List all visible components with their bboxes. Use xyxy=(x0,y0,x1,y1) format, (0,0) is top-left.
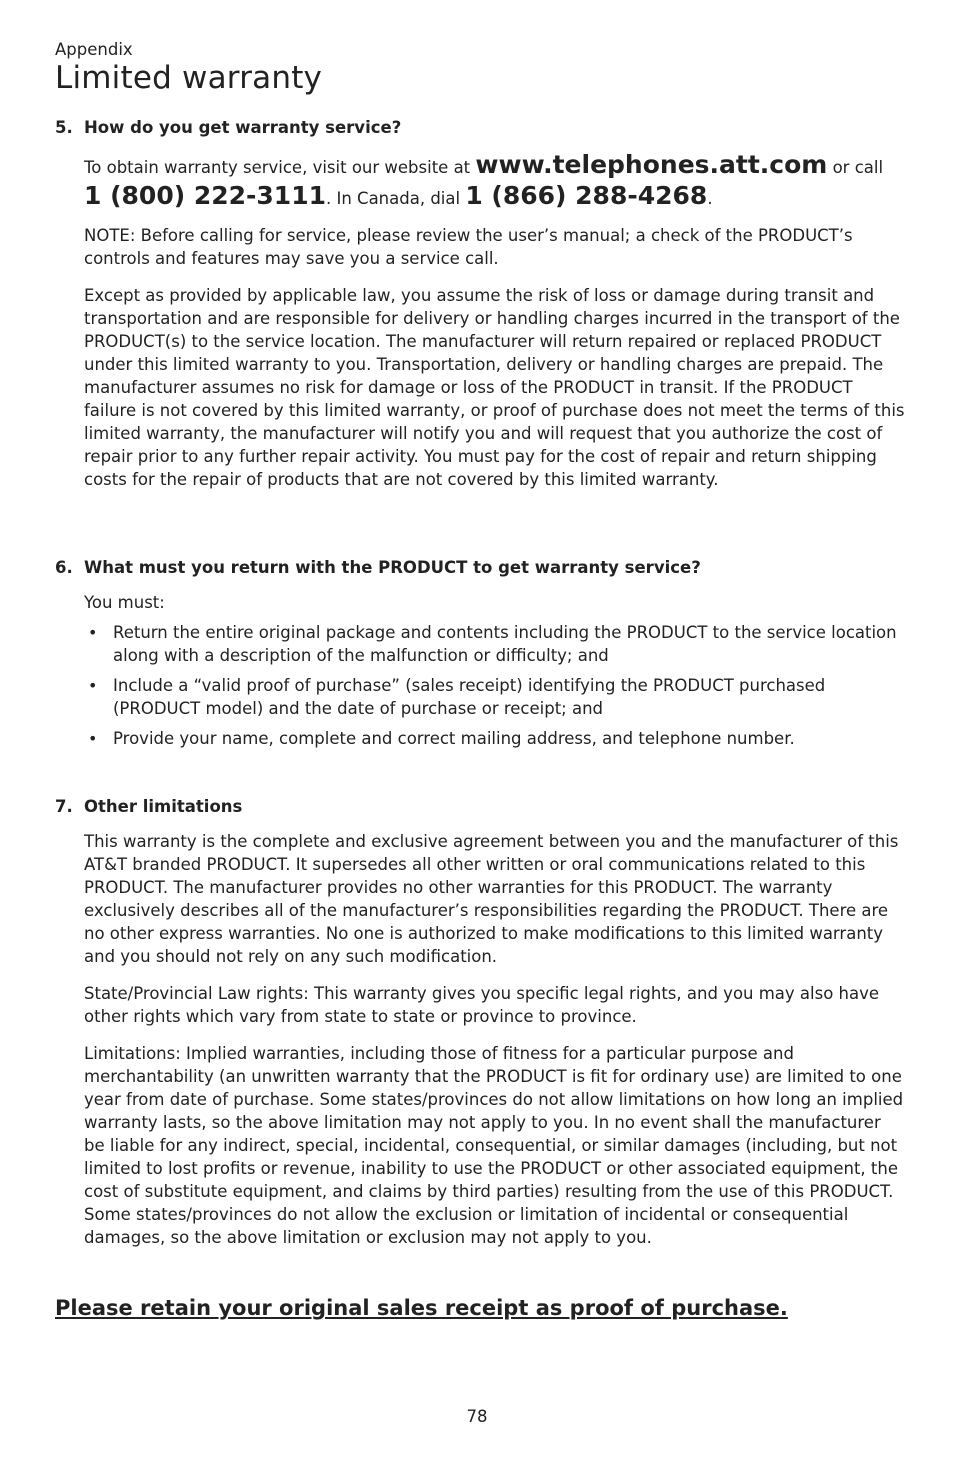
section-7 xyxy=(55,797,905,1263)
canada-phone-number: 1 (866) 288-4268 xyxy=(465,181,708,210)
section-heading-text: Other limitations xyxy=(84,797,243,816)
us-phone-number: 1 (800) 222-3111 xyxy=(84,181,326,210)
transit-paragraph: Except as provided by applicable law, you assume the risk of loss or damage during transit and transportation and are responsible for delivery or handling charges incurred in the transport of the PRODUCT(s) to the service location. The manufacturer will return repaired or replaced PRODUCT under this limited warranty to you. Transportation, delivery or handling charges are prepaid. The manufacturer assumes no risk for damage or loss of the PRODUCT in transit. If the PRODUCT failure is not covered by this limited warranty, or proof of purchase does not meet the terms of this limited warranty, the manufacturer will notify you and will request that you authorize the cost of repair prior to any further repair activity. You must pay for the cost of repair and return shipping costs for the repair of products that are not covered by this limited warranty. xyxy=(84,286,905,489)
section-5-heading xyxy=(55,118,905,137)
section-6 xyxy=(55,558,905,757)
section-5 xyxy=(55,118,905,505)
service-contact-paragraph: To obtain warranty service, visit our website at www.telephones.att.com or call 1 (800) 222-3111. In Canada, dial 1 (866) 288-4268. xyxy=(84,150,884,210)
bullet-icon: • xyxy=(88,676,98,695)
section-number: 7. xyxy=(55,797,73,816)
limitations-paragraph: Limitations: Implied warranties, including those of fitness for a particular purpose and merchantability (an unwritten warranty that the PRODUCT is fit for ordinary use) are limited to one year from date of purchase. Some states/provinces do not allow limitations on how long an implied warranty lasts, so the above limitation may not apply to you. In no event shall the manufacturer be liable for any indirect, special, incidental, consequential, or similar damages (including, but not limited to lost profits or revenue, inability to use the PRODUCT or other associated equipment, the cost of substitute equipment, and claims by third parties) resulting from the use of this PRODUCT. Some states/provinces do not allow the exclusion or limitation of incidental or consequential damages, so the above limitation or exclusion may not apply to you. xyxy=(84,1044,904,1247)
retain-receipt-notice: Please retain your original sales receipt as proof of purchase. xyxy=(55,1296,788,1320)
bullet-icon: • xyxy=(88,623,98,642)
law-rights-paragraph: State/Provincial Law rights: This warranty gives you specific legal rights, and you may also have other rights which vary from state to state or province to province. xyxy=(84,984,880,1026)
note-paragraph: NOTE: Before calling for service, please review the user’s manual; a check of the PRODUCT’s controls and features may save you a service call. xyxy=(84,226,853,268)
page-number: 78 xyxy=(466,1407,488,1426)
breadcrumb: Appendix xyxy=(55,40,133,59)
section-7-heading xyxy=(55,797,905,816)
list-item: • Provide your name, complete and correct mailing address, and telephone number. xyxy=(88,729,795,748)
section-6-heading xyxy=(55,558,905,577)
you-must-label: You must: xyxy=(84,593,165,612)
section-heading-text: How do you get warranty service? xyxy=(84,118,402,137)
list-item: • Include a “valid proof of purchase” (sales receipt) identifying the PRODUCT purchased (PRODUCT model) and the date of purchase or receipt; and xyxy=(88,676,826,718)
page-title: Limited warranty xyxy=(55,60,323,96)
return-requirements-list xyxy=(84,621,905,750)
section-heading-text: What must you return with the PRODUCT to get warranty service? xyxy=(84,558,701,577)
section-number: 6. xyxy=(55,558,73,577)
bullet-icon: • xyxy=(88,729,98,748)
list-item: • Return the entire original package and contents including the PRODUCT to the service location along with a description of the malfunction or difficulty; and xyxy=(88,623,897,665)
exclusive-agreement-paragraph: This warranty is the complete and exclusive agreement between you and the manufacturer of this AT&T branded PRODUCT. It supersedes all other written or oral communications related to this PRODUCT. The manufacturer provides no other warranties for this PRODUCT. The warranty exclusively describes all of the manufacturer’s responsibilities regarding the PRODUCT. There are no other express warranties. No one is authorized to make modifications to this limited warranty and you should not rely on any such modification. xyxy=(84,832,899,966)
website-link[interactable]: www.telephones.att.com xyxy=(475,150,828,179)
section-number: 5. xyxy=(55,118,73,137)
